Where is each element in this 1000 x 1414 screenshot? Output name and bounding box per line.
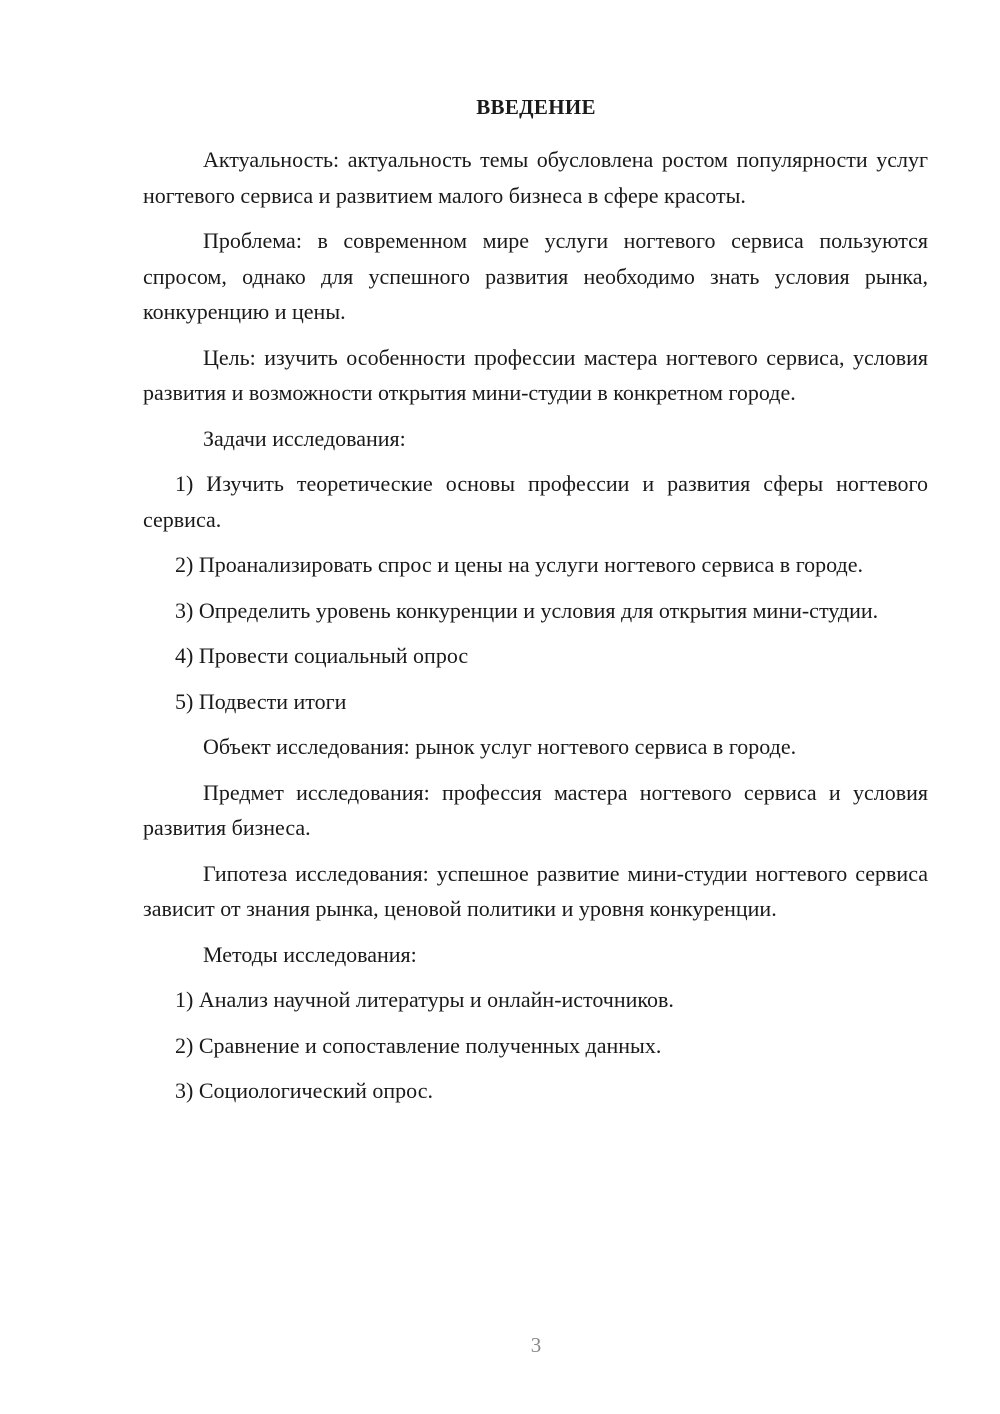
task-item: 1) Изучить теоретические основы профессии и развития сферы ногтевого сервиса.	[143, 471, 928, 532]
task-item: 4) Провести социальный опрос	[175, 643, 469, 668]
task-item: 5) Подвести итоги	[175, 688, 347, 714]
paragraph-relevance: Актуальность: актуальность темы обусловлена ростом популярности услуг ногтевого сервиса и развитием малого бизнеса в сфере красоты.	[143, 147, 928, 208]
paragraph-hypothesis: Гипотеза исследования: успешное развитие мини-студии ногтевого сервиса зависит от знания рынка, ценовой политики и уровня конкуренции.	[143, 860, 928, 921]
method-item: 1) Анализ научной литературы и онлайн-источников.	[175, 987, 674, 1012]
method-item: 3) Социологический опрос.	[175, 1078, 433, 1103]
task-item: 2) Проанализировать спрос и цены на услуги ногтевого сервиса в городе.	[175, 552, 863, 577]
tasks-heading: Задачи исследования:	[203, 425, 406, 451]
page-title: ВВЕДЕНИЕ	[476, 95, 596, 119]
page-number: 3	[530, 1333, 542, 1357]
paragraph-subject: Предмет исследования: профессия мастера ногтевого сервиса и условия развития бизнеса.	[143, 779, 928, 840]
paragraph-object: Объект исследования: рынок услуг ногтевого сервиса в городе.	[203, 734, 797, 759]
paragraph-goal: Цель: изучить особенности профессии мастера ногтевого сервиса, условия развития и возможности открытия мини-студии в конкретном городе.	[143, 344, 928, 405]
method-item: 2) Сравнение и сопоставление полученных данных.	[175, 1032, 662, 1058]
methods-heading: Методы исследования:	[203, 941, 417, 967]
document-body	[143, 142, 928, 1119]
paragraph-problem: Проблема: в современном мире услуги ногтевого сервиса пользуются спросом, однако для успешного развития необходимо знать условия рынка, конкуренцию и цены.	[143, 228, 928, 324]
task-item: 3) Определить уровень конкуренции и условия для открытия мини-студии.	[175, 597, 879, 623]
